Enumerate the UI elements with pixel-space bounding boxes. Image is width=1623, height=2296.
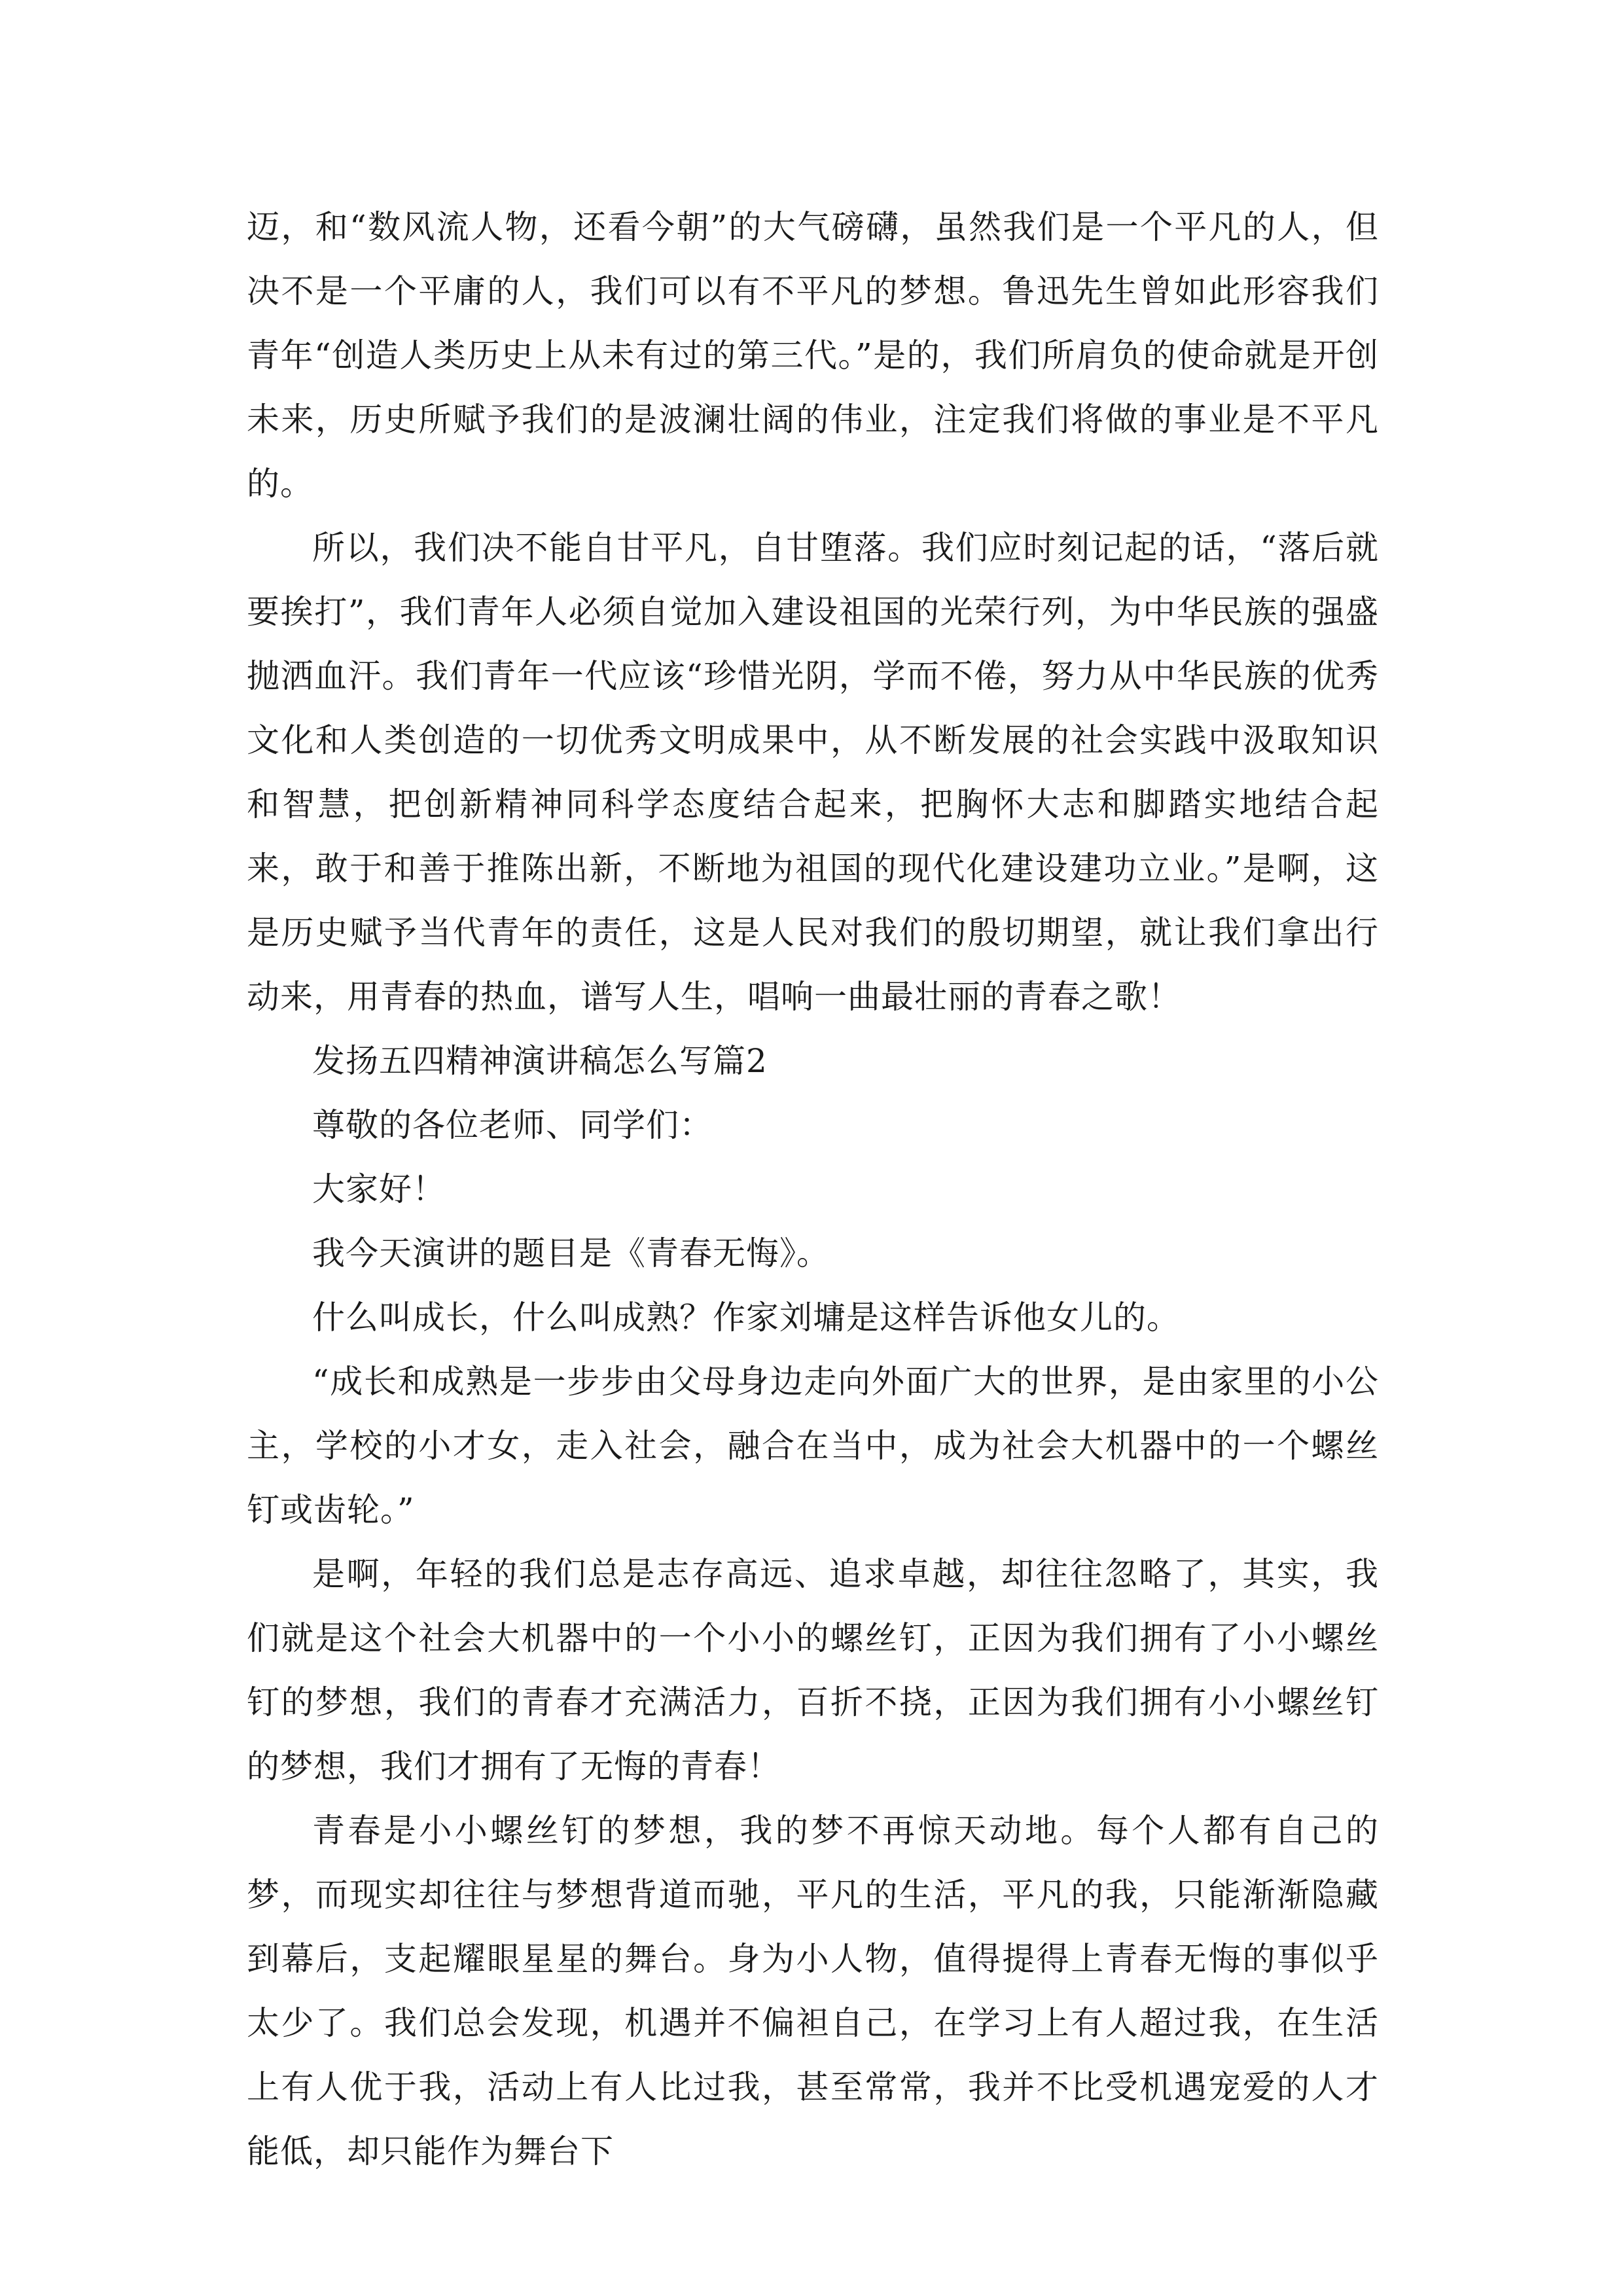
paragraph: 我今天演讲的题目是《青春无悔》。 [312,1234,830,1272]
paragraph: 所以，我们决不能自甘平凡，自甘堕落。我们应时刻记起的话，“落后就要挨打”，我们青年人必须自觉加入建设祖国的光荣行列，为中华民族的强盛抛洒血汗。我们青年一代应该“珍惜光阴，学而不倦，努力从中华民族的优秀文化和人类创造的一切优秀文明成果中，从不断发展的社会实践中汲取知识和智慧，把创新精神同科学态度结合起来，把胸怀大志和脚踏实地结合起来，敢于和善于推陈出新，不断地为祖国的现代化建设建功立业。”是啊，这是历史赋予当代青年的责任，这是人民对我们的殷切期望，就让我们拿出行动来，用青春的热血，谱写人生，唱响一曲最壮丽的青春之歌！ [247,529,1379,1016]
paragraph: 是啊，年轻的我们总是志存高远、追求卓越，却往往忽略了，其实，我们就是这个社会大机器中的一个小小的螺丝钉，正因为我们拥有了小小螺丝钉的梦想，我们的青春才充满活力，百折不挠，正因为我们拥有小小螺丝钉的梦想，我们才拥有了无悔的青春！ [247,1555,1379,1785]
paragraph: 迈，和“数风流人物，还看今朝”的大气磅礴，虽然我们是一个平凡的人，但决不是一个平庸的人，我们可以有不平凡的梦想。鲁迅先生曾如此形容我们青年“创造人类历史上从未有过的第三代。”是的，我们所肩负的使命就是开创未来，历史所赋予我们的是波澜壮阔的伟业，注定我们将做的事业是不平凡的。 [247,208,1379,503]
document-body [247,195,1379,2183]
greeting: 大家好！ [312,1170,446,1208]
section-heading: 发扬五四精神演讲稿怎么写篇2 [312,1042,768,1080]
paragraph: 青春是小小螺丝钉的梦想，我的梦不再惊天动地。每个人都有自己的梦，而现实却往往与梦想背道而驰，平凡的生活，平凡的我，只能渐渐隐藏到幕后，支起耀眼星星的舞台。身为小人物，值得提得上青春无悔的事似乎太少了。我们总会发现，机遇并不偏袒自己，在学习上有人超过我，在生活上有人优于我，活动上有人比过我，甚至常常，我并不比受机遇宠爱的人才能低，却只能作为舞台下 [247,1812,1379,2170]
salutation: 尊敬的各位老师、同学们： [312,1106,713,1144]
quote-paragraph: “成长和成熟是一步步由父母身边走向外面广大的世界，是由家里的小公主，学校的小才女，走入社会，融合在当中，成为社会大机器中的一个螺丝钉或齿轮。” [247,1363,1379,1529]
paragraph: 什么叫成长，什么叫成熟？作家刘墉是这样告诉他女儿的。 [312,1299,1180,1336]
